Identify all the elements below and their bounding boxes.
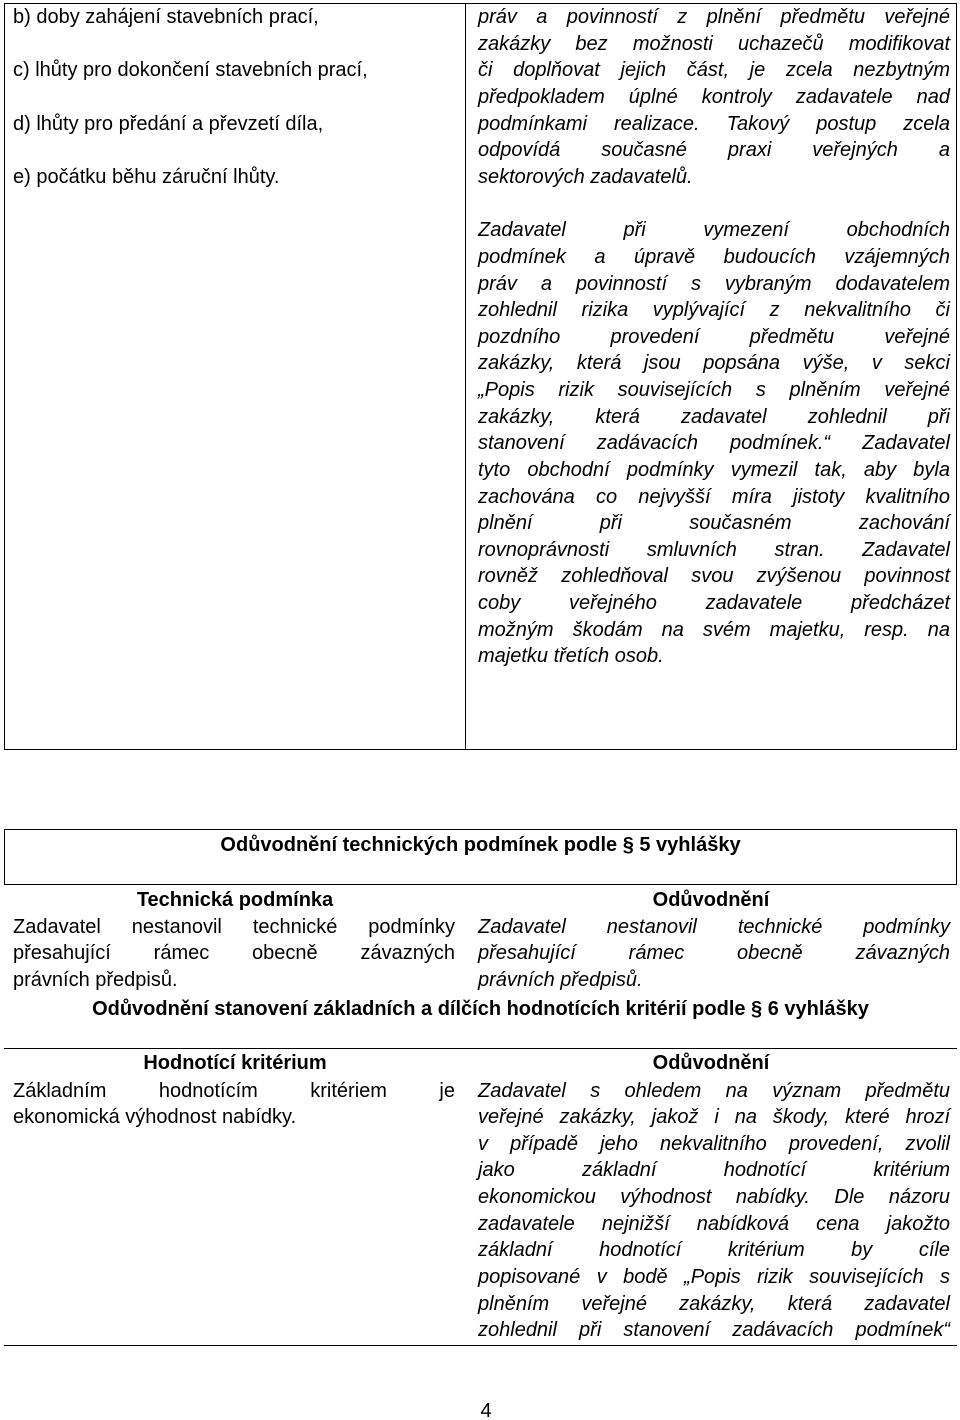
text-line: možným škodám na svém majetku, resp. na (478, 619, 950, 641)
tech-justification-line: přesahující rámec obecně závazných (478, 942, 950, 964)
text-line: coby veřejného zadavatele předcházet (478, 592, 950, 614)
criteria-justification-line: Zadavatel s ohledem na význam předmětu (478, 1080, 950, 1102)
list-item: c) lhůty pro dokončení stavebních prací, (13, 59, 368, 81)
tech-condition-line: právních předpisů. (13, 969, 178, 991)
text-line: zakázky bez možnosti uchazečů modifikovat (478, 33, 950, 55)
text-line: podmínkami realizace. Takový postup zcela (478, 113, 950, 135)
top-table-border-left (4, 3, 5, 750)
tech-justification-line: Zadavatel nestanovil technické podmínky (478, 916, 950, 938)
text-line: sektorových zadavatelů. (478, 166, 693, 188)
column-header-tech-condition: Technická podmínka (136, 889, 334, 911)
criteria-justification-line: jako základní hodnotící kritérium (478, 1159, 950, 1181)
criterion-line: Základním hodnotícím kritériem je (13, 1080, 455, 1102)
section-heading-tech: Odůvodnění technických podmínek podle § 5 vyhlášky (220, 834, 741, 856)
text-line: práv a povinností z plnění předmětu veřejné (478, 6, 950, 28)
tech-box-right (956, 829, 957, 885)
column-header-criterion: Hodnotící kritérium (143, 1052, 327, 1074)
page-number: 4 (480, 1400, 492, 1420)
text-line: zachována co nejvyšší míra jistoty kvalitního (478, 486, 950, 508)
list-item: d) lhůty pro předání a převzetí díla, (13, 113, 324, 135)
criteria-justification-line: ekonomickou výhodnost nabídky. Dle názoru (478, 1186, 950, 1208)
text-line: tyto obchodní podmínky vymezil tak, aby byla (478, 459, 950, 481)
criteria-justification-line: v případě jeho nekvalitního provedení, zvolil (478, 1133, 950, 1155)
top-table-border-mid (465, 3, 466, 750)
criteria-justification-line: zadavatele nejnižší nabídková cena jakožto (478, 1213, 950, 1235)
text-line: rovněž zohledňoval svou zvýšenou povinnost (478, 565, 950, 587)
text-line: zohlednil rizika vyplývající z nekvalitního či (478, 299, 950, 321)
text-line: „Popis rizik souvisejících s plněním veřejné (478, 379, 950, 401)
text-line: Zadavatel při vymezení obchodních (478, 219, 950, 241)
tech-box-top (4, 829, 957, 830)
text-line: stanovení zadávacích podmínek.“ Zadavatel (478, 432, 950, 454)
text-line: či doplňovat jejich část, je zcela nezbytným (478, 59, 950, 81)
criteria-justification-line: popisované v bodě „Popis rizik souvisejících s (478, 1266, 950, 1288)
tech-condition-line: Zadavatel nestanovil technické podmínky (13, 916, 455, 938)
criteria-justification-line: veřejné zakázky, jakož i na škody, které hrozí (478, 1106, 950, 1128)
top-table-border-bottom (4, 749, 957, 750)
tech-box-bottom (4, 884, 957, 885)
text-line: předpokladem úplné kontroly zadavatele nad (478, 86, 950, 108)
text-line: rovnoprávnosti smluvních stran. Zadavatel (478, 539, 950, 561)
text-line: podmínek a úpravě budoucích vzájemných (478, 246, 950, 268)
criterion-line: ekonomická výhodnost nabídky. (13, 1106, 297, 1128)
text-line: práv a povinností s vybraným dodavatelem (478, 273, 950, 295)
column-header-criteria-justification: Odůvodnění (652, 1052, 770, 1074)
criteria-justification-line: zohlednil při stanovení zadávacích podmínek“ (478, 1319, 950, 1341)
text-line: pozdního provedení předmětu veřejné (478, 326, 950, 348)
column-header-tech-justification: Odůvodnění (652, 889, 770, 911)
tech-justification-line: právních předpisů. (478, 969, 643, 991)
text-line: zakázky, která zadavatel zohlednil při (478, 406, 950, 428)
section-heading-criteria: Odůvodnění stanovení základních a dílčích hodnotících kritérií podle § 6 vyhlášky (92, 998, 869, 1020)
top-table-border-right (956, 3, 957, 750)
tech-condition-line: přesahující rámec obecně závazných (13, 942, 455, 964)
criteria-justification-line: plněním veřejné zakázky, která zadavatel (478, 1293, 950, 1315)
text-line: plnění při současném zachování (478, 512, 950, 534)
criteria-box-top (4, 1048, 957, 1049)
criteria-box-bottom (4, 1345, 957, 1346)
text-line: zakázky, která jsou popsána výše, v sekci (478, 352, 950, 374)
list-item: b) doby zahájení stavebních prací, (13, 6, 319, 28)
text-line: majetku třetích osob. (478, 645, 664, 667)
text-line: odpovídá současné praxi veřejných a (478, 139, 950, 161)
list-item: e) počátku běhu záruční lhůty. (13, 166, 280, 188)
criteria-justification-line: základní hodnotící kritérium by cíle (478, 1239, 950, 1261)
